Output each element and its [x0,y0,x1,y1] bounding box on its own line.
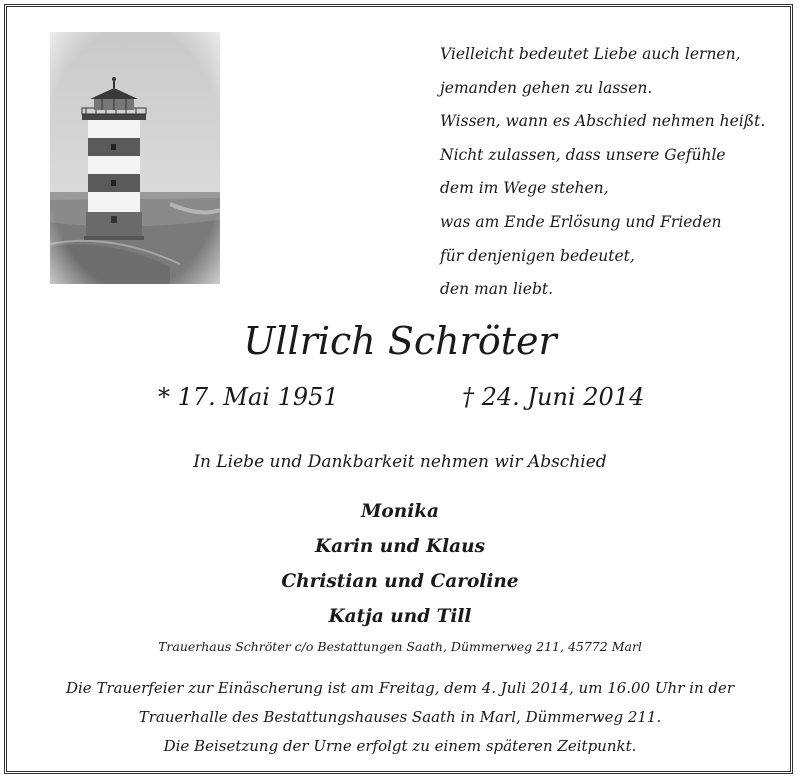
poem-line: was am Ende Erlösung und Frieden [440,212,722,231]
mourner-name: Christian und Caroline [281,571,519,592]
ceremony-line: Die Trauerfeier zur Einäscherung ist am Freitag, dem 4. Juli 2014, um 16.00 Uhr in der [65,679,735,697]
poem-line: für denjenigen bedeutet, [440,246,635,265]
death-date: † 24. Juni 2014 [462,383,645,411]
poem-line: jemanden gehen zu lassen. [440,78,653,97]
poem-line: Wissen, wann es Abschied nehmen heißt. [440,112,766,131]
poem-line: den man liebt. [440,280,554,299]
ceremony-notice [0,674,800,732]
mourning-address: Trauerhaus Schröter c/o Bestattungen Saath, Dümmerweg 211, 45772 Marl [158,639,642,654]
lighthouse-photo [50,32,220,284]
farewell-intro: In Liebe und Dankbarkeit nehmen wir Abschied [193,452,607,472]
poem-line: Nicht zulassen, dass unsere Gefühle [440,145,726,164]
poem-line: dem im Wege stehen, [440,179,609,198]
mourners-list [0,494,800,634]
mourner-name: Monika [360,501,440,522]
burial-notice: Die Beisetzung der Urne erfolgt zu einem späteren Zeitpunkt. [163,737,637,755]
deceased-name: Ullrich Schröter [243,319,557,363]
birth-date: * 17. Mai 1951 [158,383,339,411]
mourner-name: Karin und Klaus [315,536,485,557]
ceremony-line: Trauerhalle des Bestattungshauses Saath in Marl, Dümmerweg 211. [138,708,662,726]
poem-line: Vielleicht bedeutet Liebe auch lernen, [440,45,741,63]
poem [440,38,780,307]
mourner-name: Katja und Till [328,606,472,627]
